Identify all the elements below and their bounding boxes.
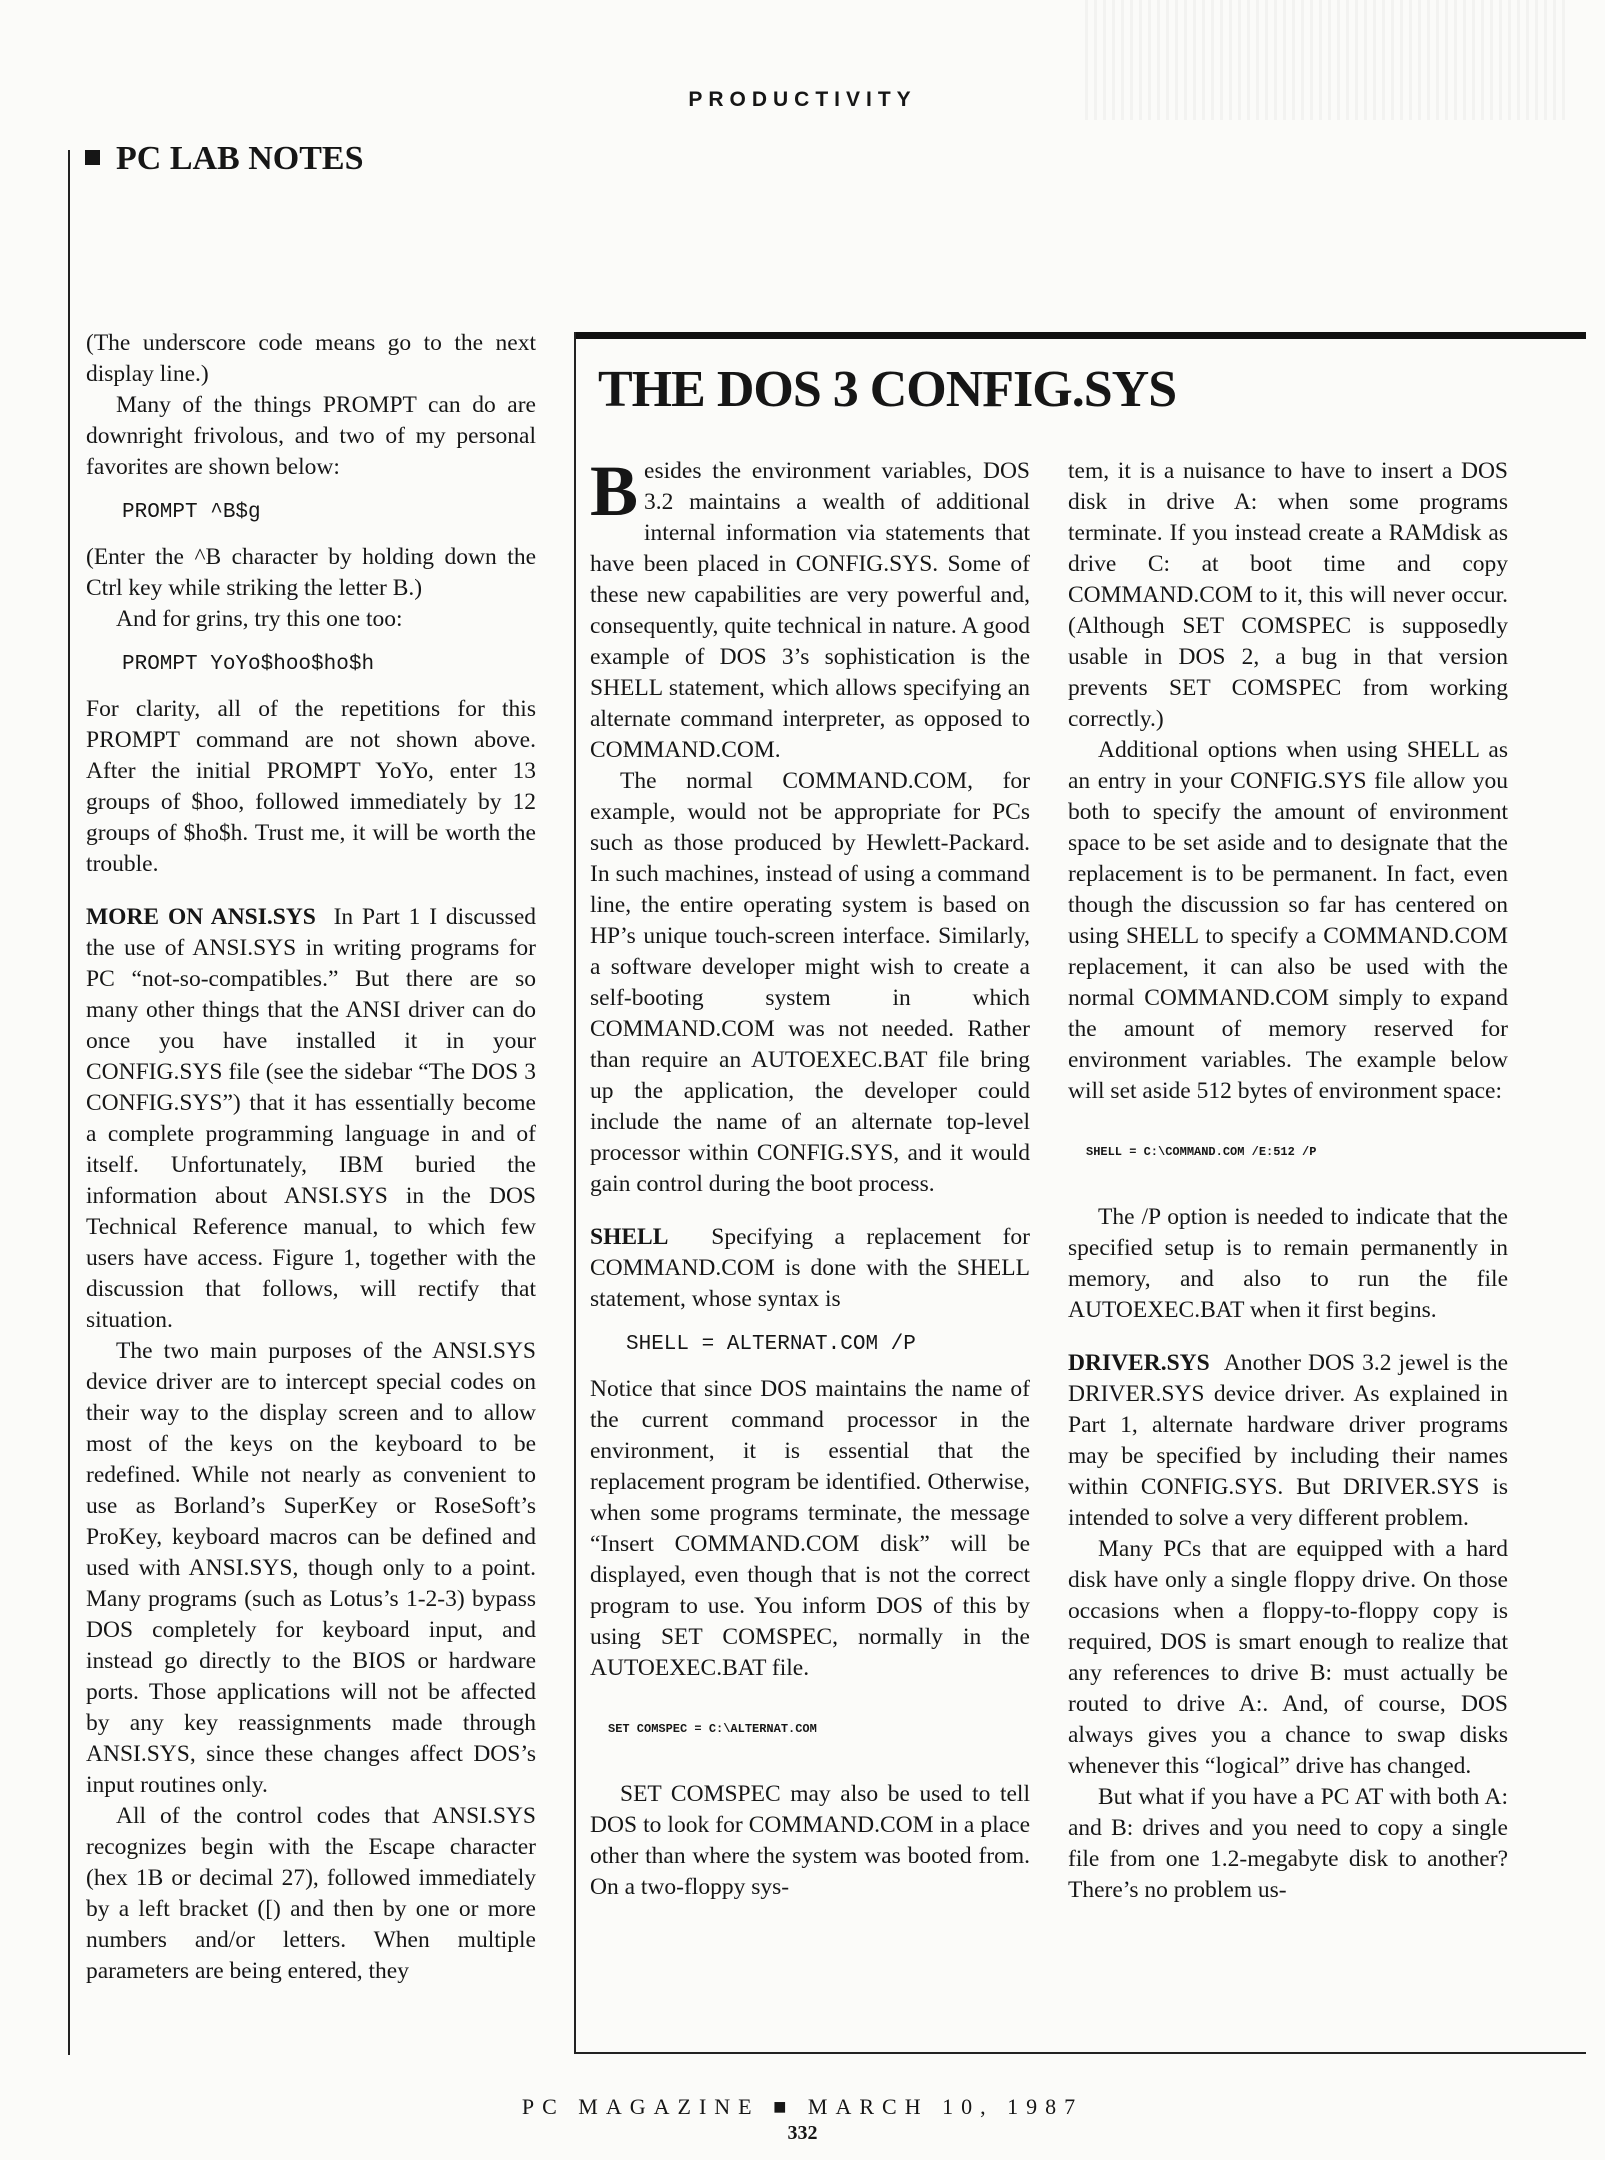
paragraph: Notice that since DOS maintains the name of the current command processor in the environment, it is essential that the replacement program be identified. Otherwise, when some programs terminate, the message “Insert COMMAND.COM disk” will be displayed, even though that is not the correct program to use. You inform DOS of this by using SET COMSPEC, normally in the AUTOEXEC.BAT file. [590, 1376, 1030, 1681]
paragraph: (The underscore code means go to the next display line.) [86, 330, 536, 387]
run-in-head: SHELL [590, 1224, 669, 1250]
left-column [86, 328, 536, 1987]
code-sample: SHELL = ALTERNAT.COM /P [626, 1333, 916, 1356]
paragraph: Additional options when using SHELL as an entry in your CONFIG.SYS file allow you both to specify the amount of environment space to be set aside and to designate that the replacement is to be permanent. In fact, even though the discussion so far has centered on using SHELL to specify a COMMAND.COM replacement, it can also be used with the normal COMMAND.COM simply to expand the amount of memory reserved for environment variables. The example below will set aside 512 bytes of environment space: [1068, 737, 1508, 1104]
run-in-head: DRIVER.SYS [1068, 1350, 1210, 1376]
lead-paragraph [590, 451, 1030, 766]
paragraph: Many of the things PROMPT can do are downright frivolous, and two of my personal favorites are shown below: [86, 392, 536, 480]
code-sample: PROMPT YoYo$hoo$ho$h [122, 653, 375, 676]
page-number: 332 [787, 2122, 818, 2144]
paragraph-text: Another DOS 3.2 jewel is the DRIVER.SYS device driver. As explained in Part 1, alternate hardware driver programs may be specified by including their names within CONFIG.SYS. But DRIVER.SYS is intended to solve a very different problem. [1068, 1350, 1509, 1531]
subhead-paragraph [86, 902, 536, 1336]
square-bullet-icon [85, 150, 100, 165]
subhead-paragraph [1068, 1348, 1508, 1534]
code-sample: PROMPT ^B$g [122, 501, 261, 524]
column-rubric [85, 140, 364, 178]
drop-cap: B [590, 451, 639, 531]
paragraph: The two main purposes of the ANSI.SYS device driver are to intercept special codes on their way to the display screen and to allow most of the keys on the keyboard to be redefined. While not nearly as convenient to use as Borland’s SuperKey or RoseSoft’s ProKey, keyboard macros can be defined and used with ANSI.SYS, though only to a point. Many programs (such as Lotus’s 1-2-3) bypass DOS completely for keyboard input, and instead go directly to the BIOS or hardware ports. Those applications will not be affected by any key reassignments made through ANSI.SYS, since these changes affect DOS’s input routines only. [86, 1338, 536, 1798]
paragraph: Many PCs that are equipped with a hard disk have only a single floppy drive. On those occasions when a floppy-to-floppy copy is required, DOS is smart enough to realize that any references to drive B: must actually be routed to drive A:. And, of course, DOS always gives you a chance to swap disks whenever this “logical” drive has changed. [1068, 1536, 1508, 1779]
paragraph-text: In Part 1 I discussed the use of ANSI.SYS in writing programs for PC “not-so-compatibles.” But there are so many other things that the ANSI driver can do once you have installed it in your CONFIG.SYS file (see the sidebar “The DOS 3 CONFIG.SYS”) that it has essentially become a complete programming language in and of itself. Unfortunately, IBM buried the information about ANSI.SYS in the DOS Technical Reference manual, to which few users have access. Figure 1, together with the discussion that follows, will rectify that situation. [86, 904, 537, 1333]
rubric-text: PC LAB NOTES [116, 140, 364, 177]
paragraph: But what if you have a PC AT with both A: and B: drives and you need to copy a single file from one 1.2-megabyte disk to another? There’s no problem us- [1068, 1784, 1508, 1903]
sidebar-column-middle [590, 451, 1031, 1903]
paragraph: SET COMSPEC may also be used to tell DOS to look for COMMAND.COM in a place other than where the system was booted from. On a two-floppy sys- [590, 1781, 1030, 1900]
paragraph: The /P option is needed to indicate that the specified setup is to remain permanently in memory, and also to run the file AUTOEXEC.BAT when it first begins. [1068, 1204, 1508, 1323]
paragraph: All of the control codes that ANSI.SYS recognizes begin with the Escape character (hex 1B or decimal 27), followed immediately by a left bracket ([) and then by one or more numbers and/or letters. When multiple parameters are being entered, they [86, 1803, 536, 1984]
paragraph: (Enter the ^B character by holding down the Ctrl key while striking the letter B.) [86, 544, 536, 601]
sidebar-title: THE DOS 3 CONFIG.SYS [598, 361, 1177, 418]
paragraph-text: esides the environment variables, DOS 3.2 maintains a wealth of additional internal information via statements that have been placed in CONFIG.SYS. Some of these new capabilities are very powerful and, consequently, quite technical in nature. A good example of DOS 3’s sophistication is the SHELL statement, which allows specifying an alternate command interpreter, as opposed to COMMAND.COM. [590, 458, 1030, 763]
run-in-head: MORE ON ANSI.SYS [86, 904, 316, 930]
left-vertical-rule [68, 150, 70, 2055]
page-footer: PC MAGAZINE ■ MARCH 10, 1987 [521, 2094, 1084, 2119]
subhead-paragraph [590, 1222, 1030, 1315]
code-sample: SHELL = C:\COMMAND.COM /E:512 /P [1086, 1145, 1317, 1159]
paragraph: And for grins, try this one too: [116, 606, 403, 632]
sidebar-top-rule [576, 332, 1586, 339]
paragraph: tem, it is a nuisance to have to insert a DOS disk in drive A: when some programs terminate. If you instead create a RAMdisk as drive C: at boot time and copy COMMAND.COM to it, this will never occur. (Although SET COMSPEC is supposedly usable in DOS 2, a bug in that version prevents SET COMSPEC from working correctly.) [1068, 458, 1508, 732]
section-label: PRODUCTIVITY [688, 88, 917, 111]
paragraph: For clarity, all of the repetitions for this PROMPT command are not shown above. After the initial PROMPT YoYo, enter 13 groups of $hoo, followed immediately by 12 groups of $ho$h. Trust me, it will be worth the trouble. [86, 696, 536, 877]
paragraph-text: Specifying a replacement for COMMAND.COM is done with the SHELL statement, whose syntax is [590, 1224, 1031, 1312]
code-sample: SET COMSPEC = C:\ALTERNAT.COM [608, 1722, 817, 1736]
paragraph: The normal COMMAND.COM, for example, would not be appropriate for PCs such as those produced by Hewlett-Packard. In such machines, instead of using a command line, the entire operating system is based on HP’s unique touch-screen interface. Similarly, a software developer might wish to create a self-booting system in which COMMAND.COM was not needed. Rather than require an AUTOEXEC.BAT file bring up the application, the developer could include the name of an alternate top-level processor within CONFIG.SYS, and it would gain control during the boot process. [590, 768, 1030, 1197]
sidebar-column-right [1068, 456, 1508, 1906]
